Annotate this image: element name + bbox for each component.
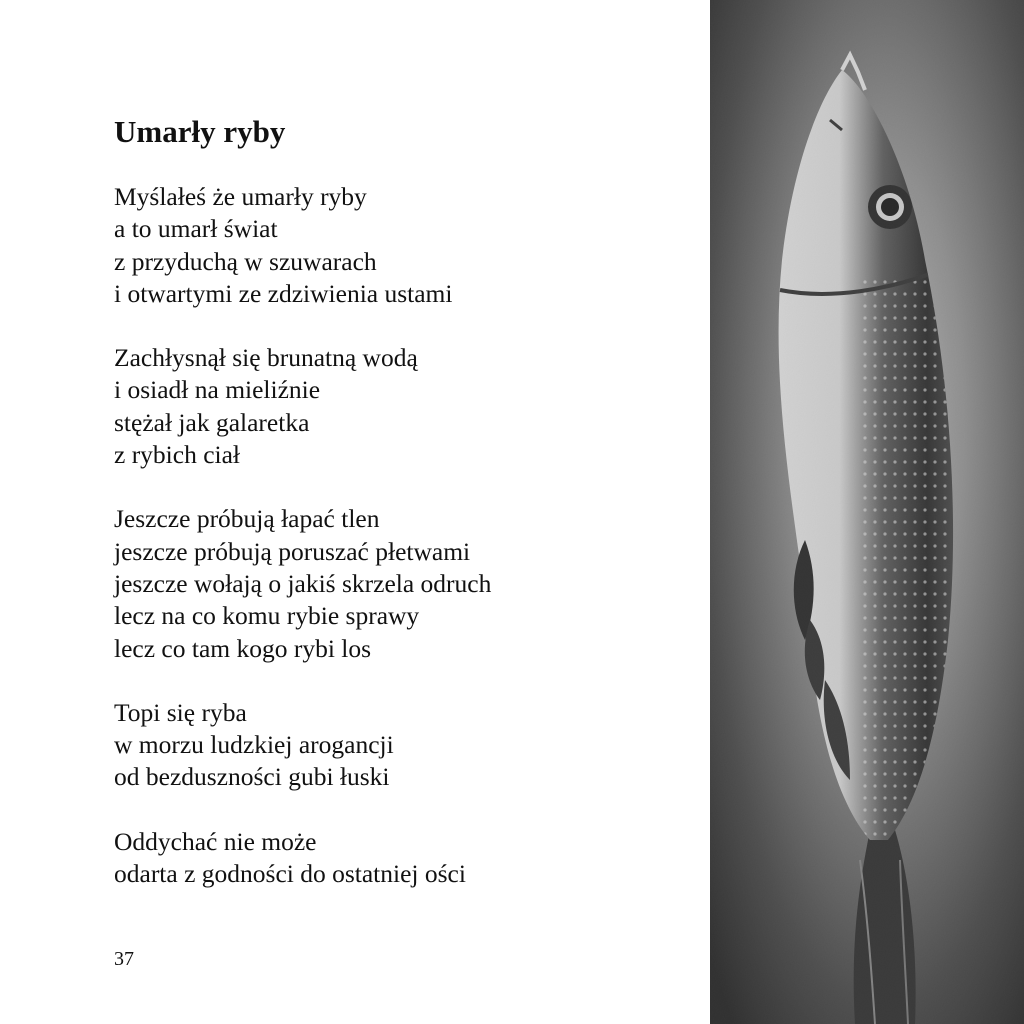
poem-line: Jeszcze próbują łapać tlen [114, 504, 380, 534]
poem-line: lecz co tam kogo rybi los [114, 633, 372, 663]
poem-line: odarta z godności do ostatniej ości [114, 859, 466, 889]
stanza-1 [114, 181, 491, 310]
poem-line: stężał jak galaretka [114, 407, 310, 437]
poem-body [114, 181, 491, 922]
stanza-5 [114, 826, 491, 891]
poem-line: Oddychać nie może [114, 826, 317, 856]
poem-line: Topi się ryba [114, 697, 247, 727]
poem-line: jeszcze wołają o jakiś skrzela odruch [114, 568, 492, 598]
poem-line: z rybich ciał [114, 440, 241, 470]
poem-line: i osiadł na mieliźnie [114, 375, 321, 405]
poem-line: jeszcze próbują poruszać płetwami [114, 536, 471, 566]
fish-photo [710, 0, 1024, 1024]
poem-line: lecz na co komu rybie sprawy [114, 601, 420, 631]
poem-title: Umarły ryby [114, 114, 286, 149]
stanza-2 [114, 342, 491, 471]
stanza-3 [114, 503, 491, 664]
page-number: 37 [114, 948, 134, 970]
poem-line: a to umarł świat [114, 214, 278, 244]
poem-line: od bezduszności gubi łuski [114, 762, 390, 792]
poem-line: Myślałeś że umarły ryby [114, 182, 367, 211]
poem-line: z przyduchą w szuwarach [114, 246, 377, 276]
poem-line: w morzu ludzkiej arogancji [114, 730, 394, 760]
poem-line: Zachłysnął się brunatną wodą [114, 343, 418, 373]
stanza-4 [114, 697, 491, 794]
poem-line: i otwartymi ze zdziwienia ustami [114, 278, 453, 308]
